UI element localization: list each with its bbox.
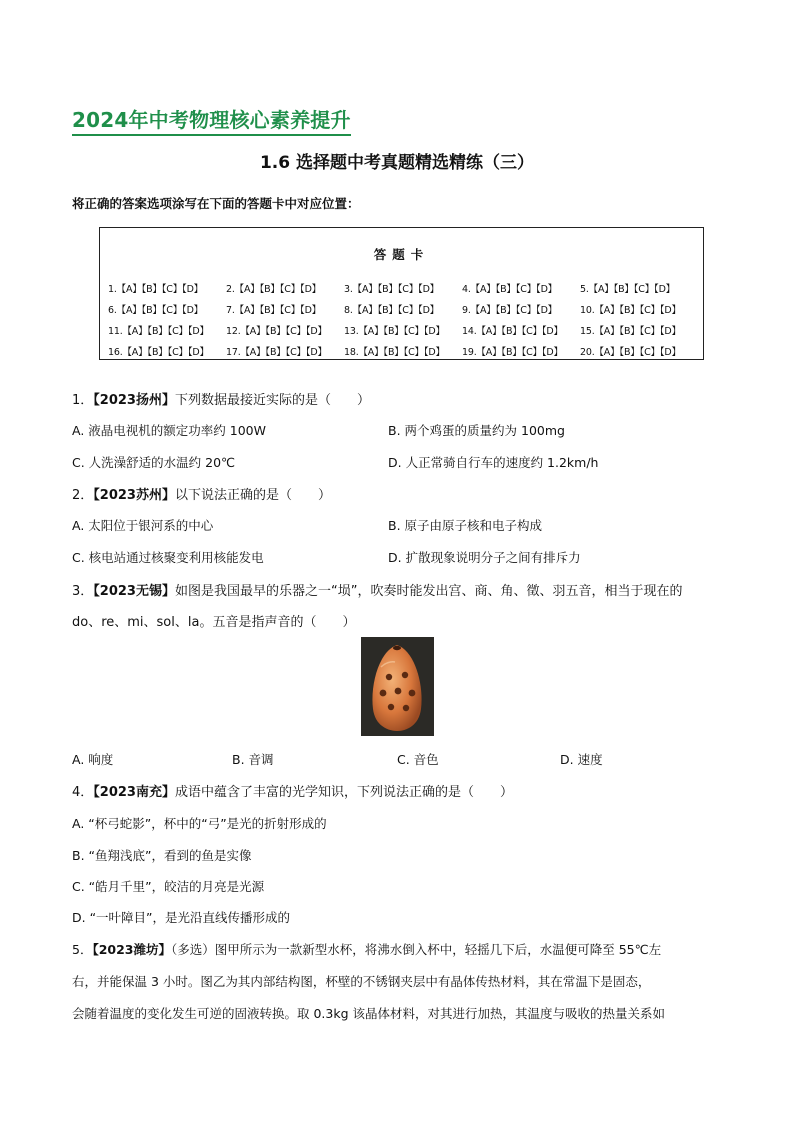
question-4-stem bbox=[72, 781, 513, 800]
question-source: 【2023苏州】 bbox=[93, 488, 175, 503]
question-1-option-a[interactable]: A. 液晶电视机的额定功率约 100W bbox=[72, 423, 266, 438]
question-2-stem bbox=[72, 484, 331, 503]
series-title: 2024年中考物理核心素养提升 bbox=[72, 104, 351, 136]
question-text: 成语中蕴含了丰富的光学知识，下列说法正确的是（ ） bbox=[174, 785, 513, 800]
question-source: 【2023南充】 bbox=[93, 785, 175, 800]
question-3-option-a[interactable]: A. 响度 bbox=[72, 752, 114, 767]
answer-card-cell[interactable]: 5.【A】【B】【C】【D】 bbox=[580, 283, 675, 295]
question-4-option-a[interactable]: A. “杯弓蛇影”，杯中的“弓”是光的折射形成的 bbox=[72, 816, 327, 831]
answer-card-cell[interactable]: 7.【A】【B】【C】【D】 bbox=[226, 304, 321, 316]
answer-card-cell[interactable]: 17.【A】【B】【C】【D】 bbox=[226, 346, 327, 358]
question-3-stem-line-2: do、re、mi、sol、la。五音是指声音的（ ） bbox=[72, 615, 356, 630]
question-2-option-c[interactable]: C. 核电站通过核聚变利用核能发电 bbox=[72, 550, 264, 565]
question-3-option-c[interactable]: C. 音色 bbox=[397, 752, 439, 767]
question-2-option-d[interactable]: D. 扩散现象说明分子之间有排斥力 bbox=[388, 550, 581, 565]
question-5-stem-line-3: 会随着温度的变化发生可逆的固液转换。取 0.3kg 该晶体材料，对其进行加热，其温度与吸收的热量关系如 bbox=[72, 1006, 666, 1021]
xun-instrument-image bbox=[361, 637, 434, 736]
question-source: 【2023潍坊】 bbox=[92, 942, 171, 957]
question-text: 以下说法正确的是（ ） bbox=[174, 488, 331, 503]
question-2-option-a[interactable]: A. 太阳位于银河系的中心 bbox=[72, 518, 214, 533]
question-3-stem bbox=[72, 580, 682, 599]
answer-card-cell[interactable]: 8.【A】【B】【C】【D】 bbox=[344, 304, 439, 316]
answer-card-cell[interactable]: 12.【A】【B】【C】【D】 bbox=[226, 325, 327, 337]
answer-card-cell[interactable]: 14.【A】【B】【C】【D】 bbox=[462, 325, 563, 337]
question-1-option-b[interactable]: B. 两个鸡蛋的质量约为 100mg bbox=[388, 423, 565, 438]
question-number: 4． bbox=[72, 785, 94, 800]
answer-card-cell[interactable]: 19.【A】【B】【C】【D】 bbox=[462, 346, 563, 358]
answer-card bbox=[99, 227, 704, 360]
question-5-stem-line-2: 右，并能保温 3 小时。图乙为其内部结构图，杯壁的不锈钢夹层中有晶体传热材料，其在常温下是固态， bbox=[72, 974, 651, 989]
question-text: 下列数据最接近实际的是（ ） bbox=[174, 393, 370, 408]
question-number: 1． bbox=[72, 393, 94, 408]
question-3-option-b[interactable]: B. 音调 bbox=[232, 752, 274, 767]
question-source: 【2023扬州】 bbox=[93, 393, 175, 408]
question-4-option-c[interactable]: C. “皓月千里”，皎洁的月亮是光源 bbox=[72, 879, 265, 894]
answer-card-title: 答题卡 bbox=[373, 247, 430, 262]
answer-card-cell[interactable]: 6.【A】【B】【C】【D】 bbox=[108, 304, 203, 316]
question-1-option-c[interactable]: C. 人洗澡舒适的水温约 20℃ bbox=[72, 455, 236, 470]
xun-illustration bbox=[361, 637, 434, 736]
answer-card-row bbox=[108, 319, 698, 340]
question-text: （多选）图甲所示为一款新型水杯，将沸水倒入杯中，轻摇几下后，水温便可降至 55℃左 bbox=[171, 942, 662, 957]
answer-card-cell[interactable]: 3.【A】【B】【C】【D】 bbox=[344, 283, 439, 295]
answer-card-cell[interactable]: 1.【A】【B】【C】【D】 bbox=[108, 283, 203, 295]
page-title: 1.6 选择题中考真题精选精练（三） bbox=[259, 153, 535, 173]
question-2-option-b[interactable]: B. 原子由原子核和电子构成 bbox=[388, 518, 543, 533]
question-number: 2． bbox=[72, 488, 94, 503]
question-text: 如图是我国最早的乐器之一“埙”，吹奏时能发出宫、商、角、徵、羽五音，相当于现在的 bbox=[174, 584, 683, 599]
answer-card-cell[interactable]: 11.【A】【B】【C】【D】 bbox=[108, 325, 209, 337]
question-5-stem bbox=[72, 940, 661, 958]
question-4-option-d[interactable]: D. “一叶障目”，是光沿直线传播形成的 bbox=[72, 910, 291, 925]
answer-card-cell[interactable]: 4.【A】【B】【C】【D】 bbox=[462, 283, 557, 295]
instruction-text: 将正确的答案选项涂写在下面的答题卡中对应位置： bbox=[72, 196, 360, 211]
answer-card-cell[interactable]: 2.【A】【B】【C】【D】 bbox=[226, 283, 321, 295]
question-number: 3． bbox=[72, 584, 94, 599]
question-source: 【2023无锡】 bbox=[93, 584, 175, 599]
answer-card-cell[interactable]: 18.【A】【B】【C】【D】 bbox=[344, 346, 445, 358]
answer-card-cell[interactable]: 16.【A】【B】【C】【D】 bbox=[108, 346, 209, 358]
question-1-option-d[interactable]: D. 人正常骑自行车的速度约 1.2km/h bbox=[388, 455, 599, 470]
answer-card-cell[interactable]: 20.【A】【B】【C】【D】 bbox=[580, 346, 681, 358]
question-number: 5． bbox=[72, 942, 93, 957]
answer-card-grid bbox=[108, 277, 698, 361]
answer-card-cell[interactable]: 15.【A】【B】【C】【D】 bbox=[580, 325, 681, 337]
question-1-stem bbox=[72, 389, 370, 408]
question-3-option-d[interactable]: D. 速度 bbox=[560, 752, 603, 767]
answer-card-cell[interactable]: 13.【A】【B】【C】【D】 bbox=[344, 325, 445, 337]
question-4-option-b[interactable]: B. “鱼翔浅底”，看到的鱼是实像 bbox=[72, 848, 252, 863]
answer-card-row bbox=[108, 298, 698, 319]
answer-card-cell[interactable]: 9.【A】【B】【C】【D】 bbox=[462, 304, 557, 316]
answer-card-row bbox=[108, 340, 698, 361]
answer-card-row bbox=[108, 277, 698, 298]
answer-card-cell[interactable]: 10.【A】【B】【C】【D】 bbox=[580, 304, 681, 316]
